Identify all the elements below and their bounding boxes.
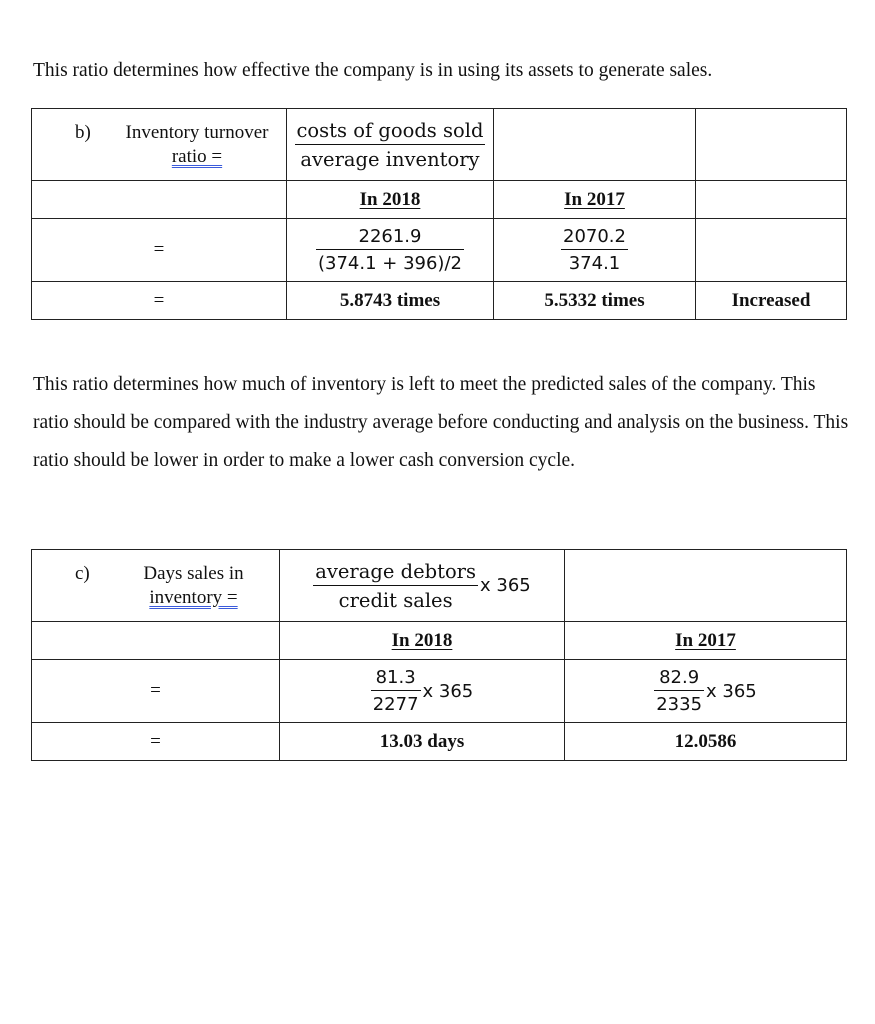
label-line-2: ratio =	[171, 145, 223, 167]
table-row	[32, 181, 847, 219]
section-marker: b)	[75, 121, 91, 143]
formula-denominator: average inventory	[300, 147, 480, 171]
table-row	[32, 550, 847, 622]
section-marker: c)	[75, 562, 90, 584]
result-2018: 13.03 days	[280, 723, 565, 761]
calc-2018-denominator: 2277	[372, 694, 419, 715]
equals-sign: =	[32, 723, 280, 761]
intro-paragraph: This ratio determines how effective the company is in using its assets to generate sales.	[33, 60, 713, 81]
year-2017-header: In 2017	[565, 622, 847, 660]
calc-2017-fraction	[654, 667, 704, 715]
empty-cell	[32, 622, 280, 660]
calc-2018-fraction	[316, 226, 464, 274]
formula-fraction	[313, 560, 478, 612]
table-row	[32, 219, 847, 282]
calc-2018-numerator: 2261.9	[316, 226, 464, 250]
year-2017-header: In 2017	[494, 181, 696, 219]
inventory-turnover-table	[31, 108, 847, 320]
calc-2018-multiplier: x 365	[422, 680, 474, 702]
formula-fraction	[295, 119, 486, 171]
table-row	[32, 622, 847, 660]
analysis-paragraph: This ratio determines how much of inventory is left to meet the predicted sales of the company. This ratio should be compared with the industry average before conducting and analysis on the business. This ratio should be lower in order to make a lower cash conversion cycle.	[33, 374, 849, 471]
result-2017: 12.0586	[565, 723, 847, 761]
calc-2018-cell	[280, 660, 565, 723]
label-line-1: Inventory turnover	[125, 121, 269, 143]
label-line-2: inventory =	[149, 586, 238, 608]
calc-2018-fraction	[371, 667, 421, 715]
calc-2017-numerator: 2070.2	[561, 226, 628, 250]
empty-cell	[696, 109, 847, 181]
equals-sign: =	[32, 219, 287, 282]
calc-2018-numerator: 81.3	[371, 667, 421, 691]
table-row	[32, 282, 847, 320]
table-row	[32, 109, 847, 181]
empty-cell	[696, 181, 847, 219]
formula-denominator: credit sales	[338, 588, 453, 612]
calc-2017-numerator: 82.9	[654, 667, 704, 691]
year-2018-header: In 2018	[287, 181, 494, 219]
formula-cell	[280, 550, 565, 622]
result-2017: 5.5332 times	[494, 282, 696, 320]
label-line-1: Days sales in	[143, 562, 244, 584]
calc-2017-cell	[494, 219, 696, 282]
calc-2017-cell	[565, 660, 847, 723]
year-2018-header: In 2018	[280, 622, 565, 660]
calc-2017-denominator: 374.1	[568, 253, 621, 274]
calc-2018-denominator: (374.1 + 396)/2	[318, 253, 462, 274]
calc-2017-fraction	[561, 226, 628, 274]
formula-cell	[287, 109, 494, 181]
equals-sign: =	[32, 282, 287, 320]
trend-label: Increased	[696, 282, 847, 320]
table-row	[32, 723, 847, 761]
calc-2018-cell	[287, 219, 494, 282]
result-2018: 5.8743 times	[287, 282, 494, 320]
table-row	[32, 660, 847, 723]
empty-cell	[494, 109, 696, 181]
calc-2017-multiplier: x 365	[706, 680, 757, 702]
formula-numerator: average debtors	[313, 560, 478, 586]
equals-sign: =	[32, 660, 280, 723]
inventory-turnover-label	[32, 109, 287, 181]
empty-cell	[32, 181, 287, 219]
empty-cell	[565, 550, 847, 622]
empty-cell	[696, 219, 847, 282]
days-sales-label	[32, 550, 280, 622]
calc-2017-denominator: 2335	[656, 694, 703, 715]
formula-multiplier: x 365	[480, 575, 531, 596]
days-sales-inventory-table	[31, 549, 847, 761]
formula-numerator: costs of goods sold	[295, 119, 486, 145]
